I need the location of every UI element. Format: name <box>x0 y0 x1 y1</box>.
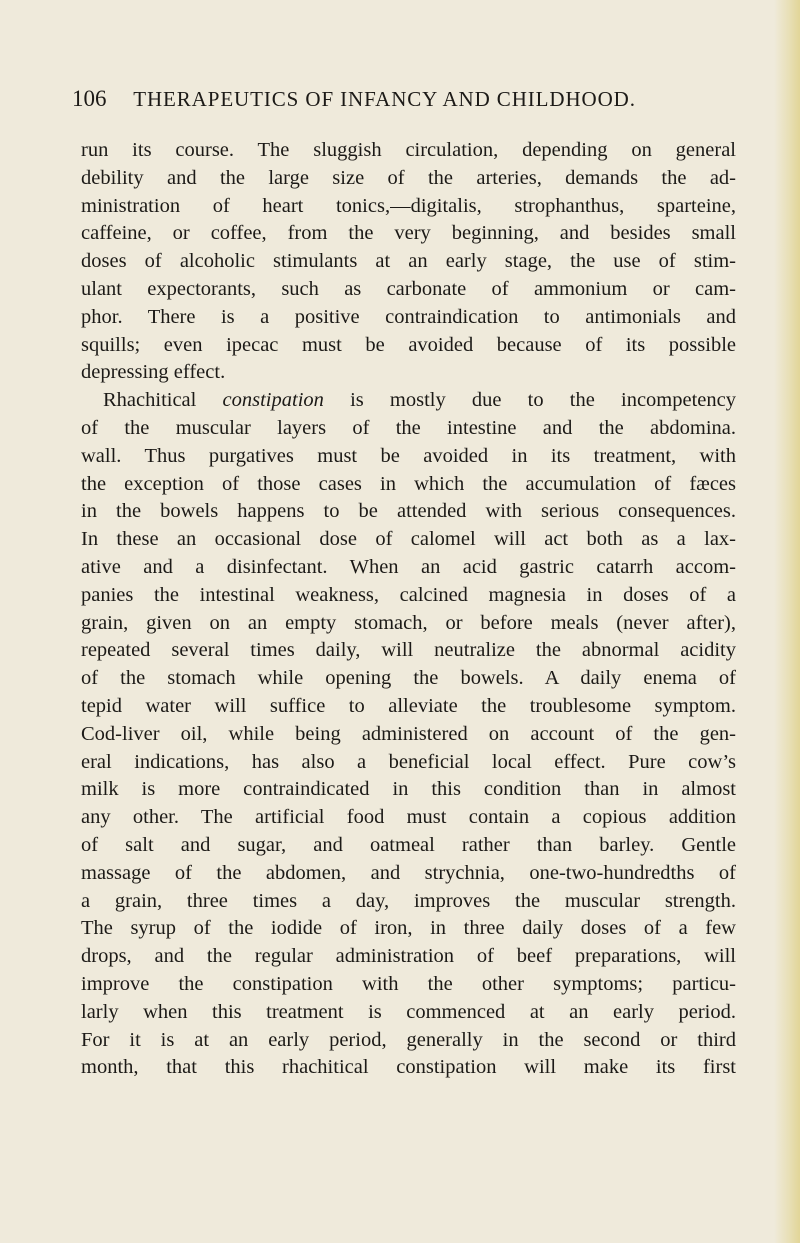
text-line: improve the constipation with the other symptoms; particu- <box>81 972 736 995</box>
text-line: milk is more contraindicated in this condition than in almost <box>81 778 736 801</box>
italic-term: constipation <box>222 389 324 412</box>
text-line: squills; even ipecac must be avoided because of its possible <box>81 333 736 356</box>
text-line: panies the intestinal weakness, calcined magnesia in doses of a <box>81 583 736 606</box>
text-line: wall. Thus purgatives must be avoided in its treatment, with <box>81 444 736 467</box>
text-line: caffeine, or coffee, from the very beginning, and besides small <box>81 222 736 245</box>
text-line <box>81 387 736 415</box>
text-line: Cod-liver oil, while being administered on account of the gen- <box>81 722 736 745</box>
body-text <box>81 137 736 1082</box>
text-line: debility and the large size of the arteries, demands the ad- <box>81 166 736 189</box>
paragraph-1 <box>81 137 736 387</box>
text-line: run its course. The sluggish circulation, depending on general <box>81 139 736 161</box>
text-line: of salt and sugar, and oatmeal rather than barley. Gentle <box>81 833 736 856</box>
page-header <box>72 84 732 114</box>
text-line: in the bowels happens to be attended with serious consequences. <box>81 500 736 523</box>
text-run: is mostly due to the incompetency <box>323 389 736 412</box>
text-line: a grain, three times a day, improves the muscular strength. <box>81 889 736 912</box>
text-line: repeated several times daily, will neutralize the abnormal acidity <box>81 639 736 662</box>
text-line: For it is at an early period, generally in the second or third <box>81 1028 736 1051</box>
text-line: ative and a disinfectant. When an acid gastric catarrh accom- <box>81 555 736 578</box>
text-line: larly when this treatment is commenced at an early period. <box>81 1000 736 1023</box>
text-line: of the muscular layers of the intestine and the abdomina. <box>81 416 736 439</box>
text-line: of the stomach while opening the bowels. A daily enema of <box>81 667 736 690</box>
text-line: In these an occasional dose of calomel will act both as a lax- <box>81 528 736 551</box>
page-number: 106 <box>72 86 107 111</box>
text-line: tepid water will suffice to alleviate the troublesome symptom. <box>81 694 736 717</box>
text-line: depressing effect. <box>81 361 226 384</box>
text-line: the exception of those cases in which the accumulation of fæces <box>81 472 736 495</box>
text-line: ulant expectorants, such as carbonate of ammonium or cam- <box>81 277 736 300</box>
text-line: The syrup of the iodide of iron, in three daily doses of a few <box>81 917 736 940</box>
page-edge-shading <box>774 0 800 1243</box>
text-line: doses of alcoholic stimulants at an early stage, the use of stim- <box>81 250 736 273</box>
running-head: THERAPEUTICS OF INFANCY AND CHILDHOOD. <box>133 87 636 111</box>
text-line: phor. There is a positive contraindication to antimonials and <box>81 305 736 328</box>
text-line: drops, and the regular administration of beef preparations, will <box>81 945 736 968</box>
text-run: Rhachitical <box>103 389 223 412</box>
text-line: month, that this rhachitical constipation will make its first <box>81 1056 736 1079</box>
text-line: massage of the abdomen, and strychnia, one-two-hundredths of <box>81 861 736 884</box>
text-line: ministration of heart tonics,—digitalis, strophanthus, sparteine, <box>81 194 736 217</box>
text-line: grain, given on an empty stomach, or before meals (never after), <box>81 611 736 634</box>
text-line: eral indications, has also a beneficial local effect. Pure cow’s <box>81 750 736 773</box>
paragraph-2 <box>81 387 736 1082</box>
text-line: any other. The artificial food must contain a copious addition <box>81 806 736 829</box>
